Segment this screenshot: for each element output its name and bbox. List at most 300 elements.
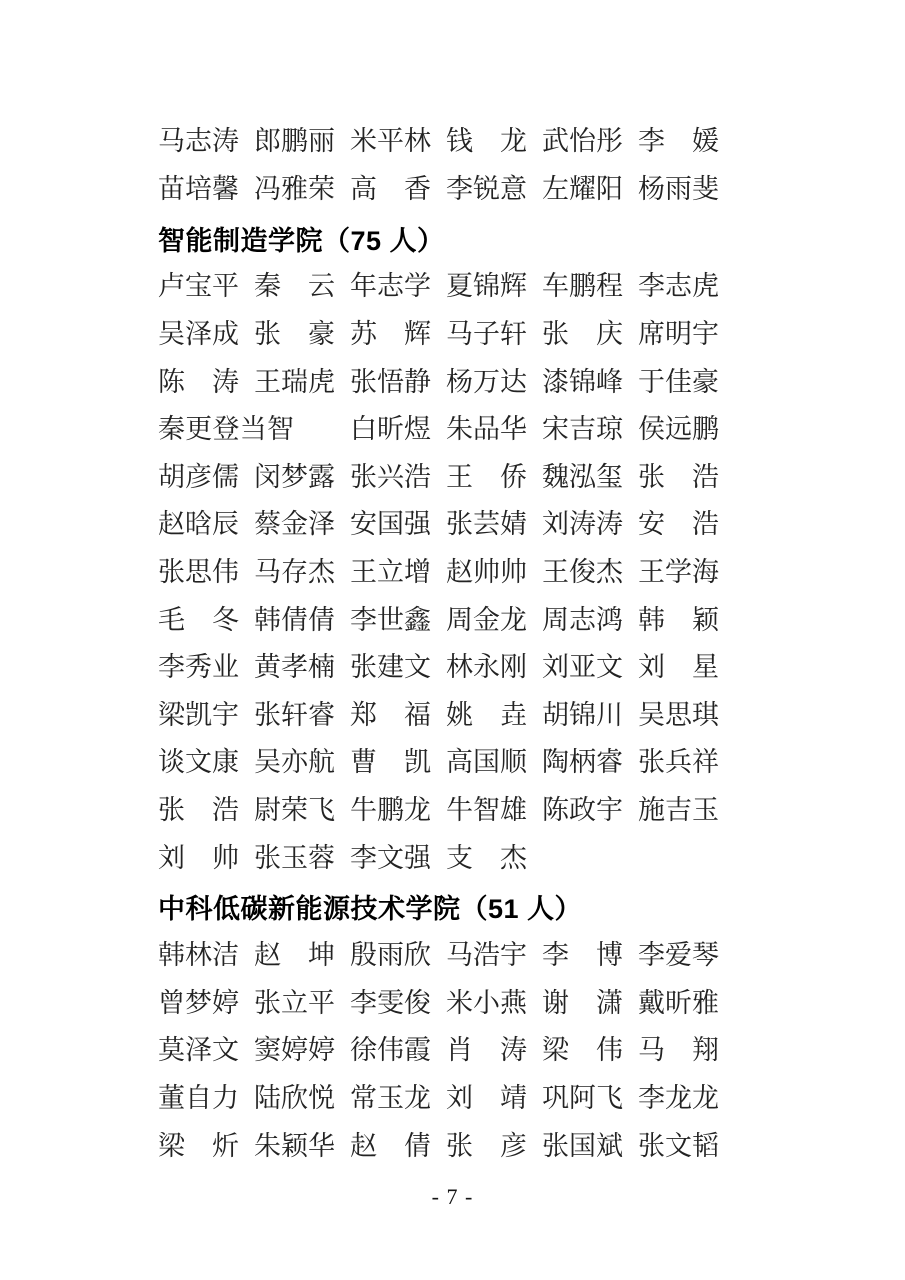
person-name [446,128,527,155]
name-cell [446,416,542,443]
name-cell [446,749,542,776]
name-char: 庆 [596,319,623,350]
name-cell [158,1130,254,1161]
person-name [638,1037,719,1064]
name-cell [542,1130,638,1161]
person-name: 李锐意 [446,173,527,204]
person-name [542,1037,623,1064]
person-name: 武怡彤 [542,126,623,157]
person-name: 马子轩 [446,319,527,350]
name-cell [638,987,734,1018]
name-row [158,692,734,740]
name-cell [350,1130,446,1161]
name-row [158,596,734,644]
person-name: 闵梦露 [254,461,335,492]
person-name: 韩林洁 [158,940,239,971]
person-name [446,842,527,873]
name-char: 刘 [638,652,665,683]
name-char: 豪 [308,319,335,350]
name-cell [542,366,638,397]
person-name: 莫泽文 [158,1035,239,1066]
person-name: 张兵祥 [638,747,719,778]
name-cell [542,604,638,635]
name-row [158,358,734,406]
name-cell [542,797,638,824]
name-cell [542,416,638,443]
name-char: 梁 [158,1130,185,1161]
name-char: 垚 [500,699,527,730]
name-cell [254,1037,350,1064]
person-name: 于佳豪 [638,366,719,397]
name-cell [158,128,254,155]
name-char: 谢 [542,987,569,1018]
person-name: 谈文康 [158,747,239,778]
name-char: 涛 [212,366,239,397]
name-char: 梁 [542,1035,569,1066]
person-name [446,699,527,730]
name-cell [158,749,254,776]
name-char: 肖 [446,1035,473,1066]
person-name: 苗培馨 [158,173,239,204]
name-char: 倩 [404,1130,431,1161]
name-cell [158,366,254,397]
person-name: 吴思琪 [638,699,719,730]
name-cell [350,1082,446,1113]
person-name: 周金龙 [446,604,527,635]
person-name: 朱品华 [446,414,527,445]
name-cell [350,273,446,300]
person-name [350,173,431,204]
name-cell [158,559,254,586]
person-name: 年志学 [350,271,431,302]
name-cell [542,273,638,300]
person-name [254,273,335,300]
person-name: 张轩睿 [254,699,335,730]
person-name: 殷雨欣 [350,940,431,971]
name-char: 登 [212,414,240,445]
name-cell [542,654,638,681]
person-name: 李世鑫 [350,604,431,635]
name-cell [446,699,542,730]
person-name [350,749,431,776]
person-name [158,797,239,824]
person-name: 杨雨斐 [638,173,719,204]
name-char: 翔 [692,1035,719,1066]
name-cell [350,366,446,397]
person-name: 陆欣悦 [254,1082,335,1113]
person-name [542,321,623,348]
section-heading: 中科低碳新能源技术学院（51 人） [158,894,583,925]
name-char: 浩 [212,795,239,826]
person-name: 郎鹏丽 [254,126,335,157]
person-name [446,461,527,492]
person-name [254,942,335,969]
name-cell [542,1082,638,1113]
name-row [158,1122,734,1170]
person-name: 席明宇 [638,319,719,350]
name-cell [446,942,542,969]
person-name: 陈政宇 [542,795,623,826]
name-char: 苏 [350,319,377,350]
name-cell [158,942,254,969]
person-name: 常玉龙 [350,1082,431,1113]
name-row [158,549,734,597]
name-cell [638,1037,734,1064]
name-cell [254,366,350,397]
person-name [542,942,623,969]
name-cell [638,797,734,824]
name-cell [158,461,254,492]
name-cell [542,749,638,776]
person-name: 韩倩倩 [254,604,335,635]
name-cell [254,128,350,155]
person-name: 安国强 [350,509,431,540]
person-name: 马存杰 [254,557,335,588]
name-char: 云 [308,271,335,302]
person-name: 张兴浩 [350,461,431,492]
name-char: 帅 [212,842,239,873]
name-row [158,980,734,1028]
name-cell [350,987,446,1018]
person-name: 窦婷婷 [254,1035,335,1066]
name-cell [638,942,734,969]
name-cell [542,461,638,492]
name-cell [254,173,350,204]
name-char: 辉 [404,319,431,350]
person-name: 吴亦航 [254,747,335,778]
name-cell [542,511,638,538]
person-name: 夏锦辉 [446,271,527,302]
name-row [158,739,734,787]
person-name: 张立平 [254,987,335,1018]
person-name: 左耀阳 [542,173,623,204]
name-cell [542,559,638,586]
name-char: 凯 [404,747,431,778]
name-cell [638,699,734,730]
name-char: 冬 [212,604,239,635]
name-char: 支 [446,842,473,873]
person-name [158,366,239,397]
name-cell [254,1130,350,1161]
name-char: 秦 [158,414,185,445]
name-cell [254,942,350,969]
person-name: 李爱琴 [638,940,719,971]
name-char: 坤 [308,940,335,971]
person-name: 冯雅荣 [254,173,335,204]
person-name [638,461,719,492]
name-cell [254,1082,350,1113]
person-name: 牛智雄 [446,795,527,826]
name-cell [446,273,542,300]
name-cell [446,987,542,1018]
name-cell [158,173,254,204]
name-char: 郑 [350,699,377,730]
person-name: 蔡金泽 [254,509,335,540]
person-name [542,987,623,1018]
person-name: 赵晗辰 [158,509,239,540]
name-cell [254,699,350,730]
name-cell [254,321,350,348]
name-cell [350,654,446,681]
name-row [158,501,734,549]
name-cell [638,273,734,300]
name-char: 当 [239,414,267,445]
name-cell [254,987,350,1018]
person-name [350,699,431,730]
name-cell [638,416,734,443]
name-cell [158,511,254,538]
person-name [158,1130,239,1161]
name-cell [158,842,254,873]
name-cell [446,1082,542,1113]
name-row [158,406,734,454]
name-row [158,644,734,692]
name-cell [158,604,254,635]
person-name: 王学海 [638,557,719,588]
name-char: 星 [692,652,719,683]
person-name: 朱颖华 [254,1130,335,1161]
name-cell [638,749,734,776]
name-cell [158,654,254,681]
person-name: 张芸婧 [446,509,527,540]
name-cell [542,128,638,155]
name-char: 杰 [500,842,527,873]
name-row [158,454,734,502]
name-char: 秦 [254,271,281,302]
name-cell [446,128,542,155]
person-name: 刘涛涛 [542,509,623,540]
person-name: 马浩宇 [446,940,527,971]
person-name: 林永刚 [446,652,527,683]
name-char: 张 [542,319,569,350]
name-char: 李 [638,126,665,157]
name-cell [446,559,542,586]
person-name: 李龙龙 [638,1082,719,1113]
person-name: 黄孝楠 [254,652,335,683]
person-name: 杨万达 [446,366,527,397]
name-cell [638,366,734,397]
name-cell [446,511,542,538]
person-name: 李秀业 [158,652,239,683]
name-char: 张 [638,461,665,492]
name-cell [158,797,254,824]
name-char: 潇 [596,987,623,1018]
name-row [158,1027,734,1075]
name-cell [158,321,254,348]
name-cell [350,511,446,538]
person-name: 马志涛 [158,126,239,157]
person-name: 张思伟 [158,557,239,588]
name-char: 陈 [158,366,185,397]
name-cell [254,842,350,873]
name-cell [158,1082,254,1113]
name-char: 智 [267,414,294,445]
name-char: 安 [638,509,665,540]
person-name: 牛鹏龙 [350,795,431,826]
name-char: 刘 [158,842,185,873]
name-char: 彦 [500,1130,527,1161]
name-char: 更 [185,414,213,445]
name-cell [350,604,446,635]
name-char: 伟 [596,1035,623,1066]
person-name: 卢宝平 [158,271,239,302]
person-name: 陶柄睿 [542,747,623,778]
name-cell [158,987,254,1018]
name-char: 姚 [446,699,473,730]
person-name [638,604,719,635]
person-name [446,1037,527,1064]
name-cell [254,559,350,586]
name-row [158,118,734,166]
name-cell [638,604,734,635]
person-name: 张玉蓉 [254,842,335,873]
name-char: 颖 [692,604,719,635]
name-cell [158,273,254,300]
name-cell [638,461,734,492]
person-name [638,654,719,681]
person-name [638,511,719,538]
name-char: 炘 [212,1130,239,1161]
person-name: 张建文 [350,652,431,683]
name-cell [350,749,446,776]
name-cell [350,1037,446,1064]
name-cell [542,987,638,1018]
person-name: 李雯俊 [350,987,431,1018]
name-cell [350,797,446,824]
name-char: 侨 [500,461,527,492]
person-name [254,321,335,348]
name-char: 媛 [692,126,719,157]
name-cell [350,128,446,155]
name-char: 龙 [500,126,527,157]
person-name [638,128,719,155]
name-cell [542,1037,638,1064]
name-char: 马 [638,1035,665,1066]
person-name: 车鹏程 [542,271,623,302]
name-cell [446,321,542,348]
name-char: 赵 [350,1130,377,1161]
name-cell [542,699,638,730]
name-cell [254,604,350,635]
person-name: 高国顺 [446,747,527,778]
name-cell [638,1130,734,1161]
name-cell [254,654,350,681]
name-char: 福 [404,699,431,730]
person-name: 董自力 [158,1082,239,1113]
name-char: 张 [254,319,281,350]
name-char: 高 [350,173,377,204]
person-name: 吴泽成 [158,319,239,350]
person-name [158,842,239,873]
person-name: 王瑞虎 [254,366,335,397]
name-char: 张 [158,795,185,826]
name-cell [446,797,542,824]
section-heading: 智能制造学院（75 人） [158,225,445,256]
name-cell [350,173,446,204]
name-char: 王 [446,461,473,492]
name-cell [542,942,638,969]
person-name [350,1130,431,1161]
name-cell [638,173,734,204]
name-cell [158,1037,254,1064]
name-cell [638,511,734,538]
person-name: 梁凯宇 [158,699,239,730]
person-name: 曾梦婷 [158,987,239,1018]
name-cell [254,461,350,492]
person-name: 巩阿飞 [542,1082,623,1113]
page-number: - 7 - [431,1184,474,1209]
name-cell [254,797,350,824]
name-cell [158,699,254,730]
name-char: 香 [404,173,431,204]
person-name: 胡彦儒 [158,461,239,492]
name-row [158,787,734,835]
name-cell [638,1082,734,1113]
name-char: 刘 [446,1082,473,1113]
name-cell [446,1130,542,1161]
name-row [158,932,734,980]
person-name [350,321,431,348]
person-name: 张文韬 [638,1130,719,1161]
name-cell [542,173,638,204]
name-cell [446,842,542,873]
name-cell [638,128,734,155]
name-cell [638,321,734,348]
name-char: 浩 [692,509,719,540]
name-char: 李 [542,940,569,971]
name-cell [350,942,446,969]
name-roster [158,118,734,1170]
name-cell [350,321,446,348]
person-name: 刘亚文 [542,652,623,683]
person-name: 尉荣飞 [254,795,335,826]
name-cell [446,173,542,204]
person-name: 王俊杰 [542,557,623,588]
name-row [158,263,734,311]
person-name [446,1082,527,1113]
name-cell [638,654,734,681]
person-name: 魏泓玺 [542,461,623,492]
name-cell [542,321,638,348]
name-row [158,166,734,214]
name-char: 博 [596,940,623,971]
name-cell [446,366,542,397]
name-cell [350,559,446,586]
person-name: 胡锦川 [542,699,623,730]
name-cell [350,416,446,443]
name-char: 曹 [350,747,377,778]
name-cell [350,842,446,873]
person-name: 米小燕 [446,987,527,1018]
person-name: 米平林 [350,126,431,157]
name-cell [446,654,542,681]
person-name: 周志鸿 [542,604,623,635]
person-name: 白昕煜 [350,414,431,445]
person-name: 施吉玉 [638,795,719,826]
person-name: 侯远鹏 [638,414,719,445]
name-char: 毛 [158,604,185,635]
name-row [158,834,734,882]
person-name: 张悟静 [350,366,431,397]
name-cell [638,559,734,586]
name-cell [446,1037,542,1064]
person-name: 李文强 [350,842,431,873]
person-name: 徐伟霞 [350,1035,431,1066]
person-name: 李志虎 [638,271,719,302]
name-cell [350,699,446,730]
name-char: 涛 [500,1035,527,1066]
name-row [158,1075,734,1123]
